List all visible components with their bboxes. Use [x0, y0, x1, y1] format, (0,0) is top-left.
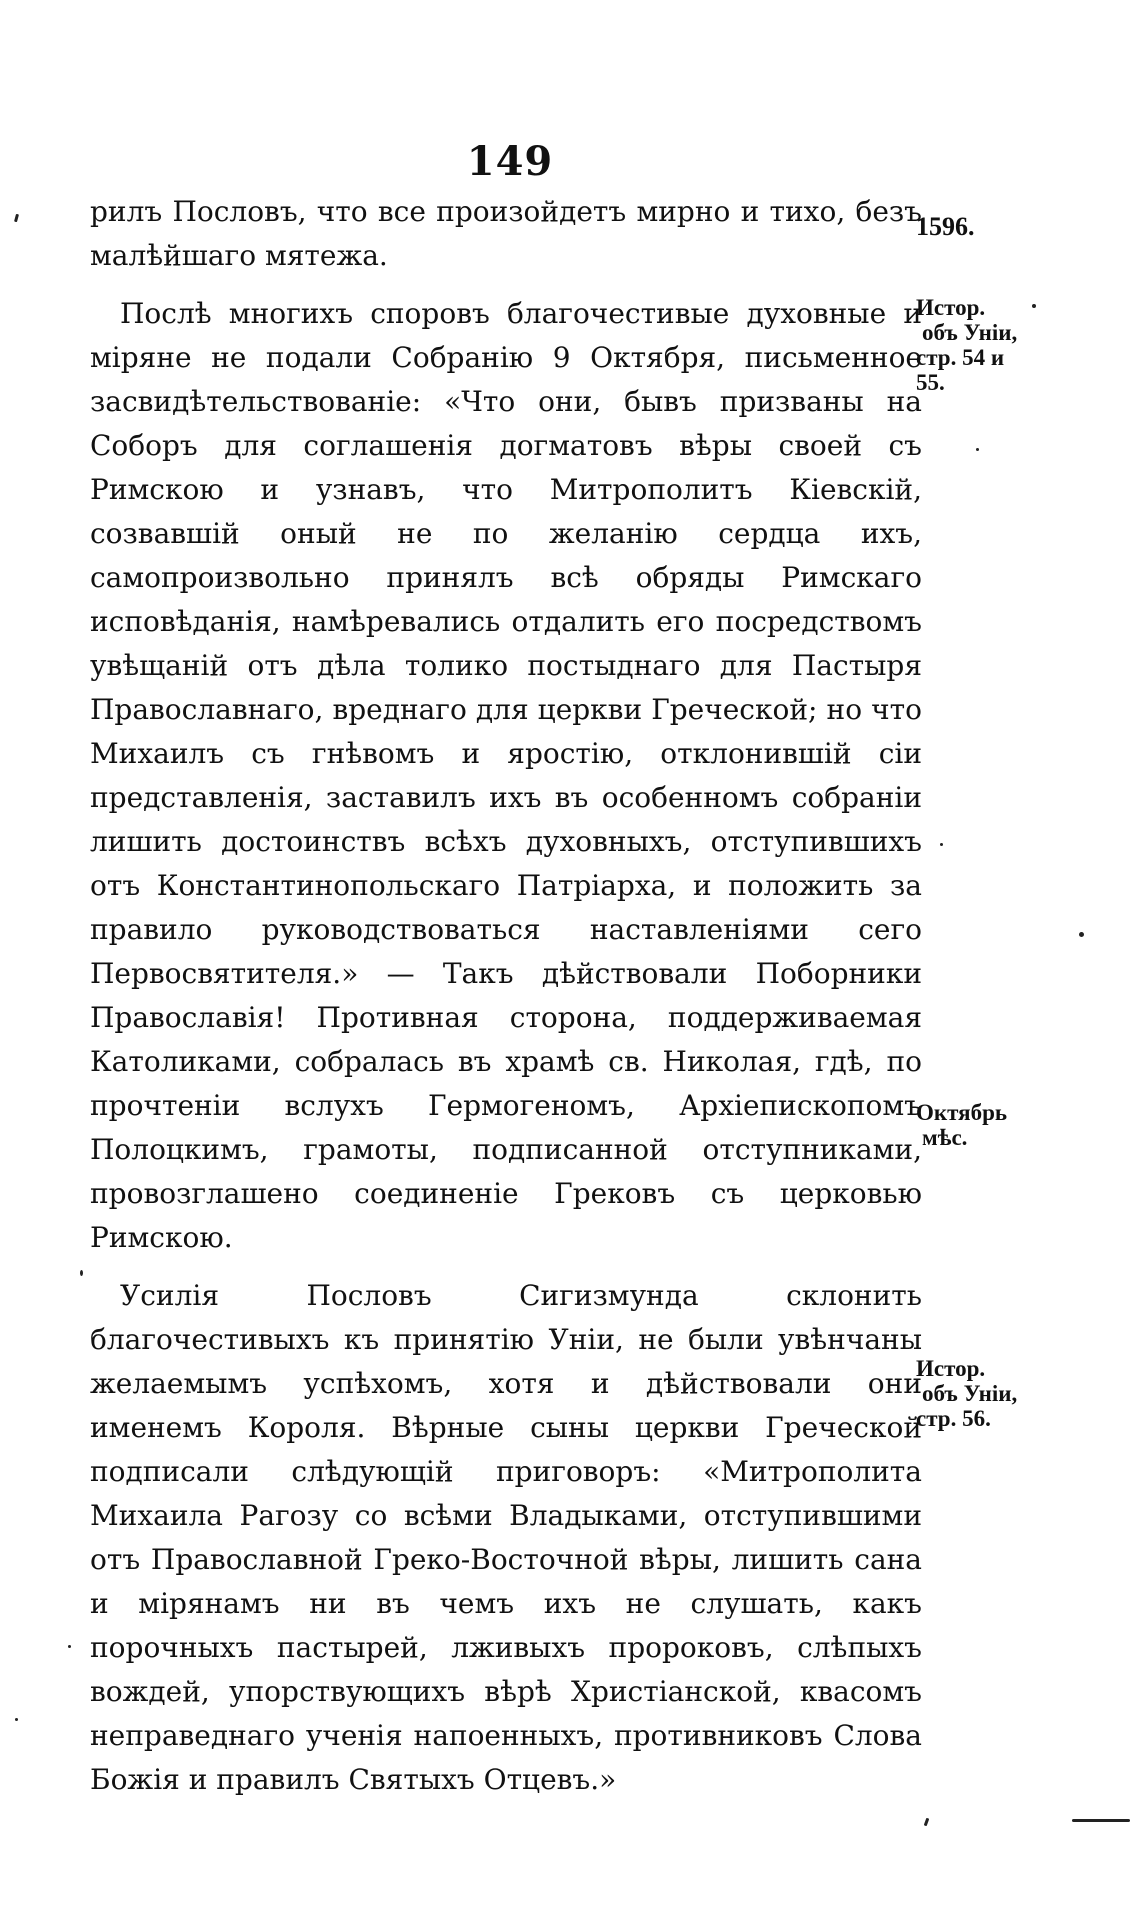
scan-mark: [1072, 1819, 1130, 1822]
margin-note-line: мѣс.: [922, 1125, 968, 1150]
margin-note-line: стр. 54 и: [916, 345, 1005, 370]
scan-speck: [15, 1718, 18, 1721]
margin-note-line: стр. 56.: [916, 1406, 991, 1431]
page-number: 149: [466, 138, 554, 185]
paragraph-3: Усилія Пословъ Сигизмунда склонить благочестивыхъ къ принятію Уніи, не были увѣнчаны желаемымъ успѣхомъ, хотя и дѣйствовали они именемъ Короля. Вѣрные сыны церкви Греческой подписали слѣдующій приговоръ: «Митрополита Михаила Рагозу со всѣми Владыками, отступившими отъ Православной Греко-Восточной вѣры, лишить сана и мірянамъ ни въ чемъ ихъ не слушать, какъ порочныхъ пастырей, лживыхъ пророковъ, слѣпыхъ вождей, упорствующихъ вѣрѣ Христіанской, квасомъ неправеднаго ученія напоенныхъ, противниковъ Слова Божія и правилъ Святыхъ Отцевъ.»: [90, 1279, 922, 1796]
main-text: [90, 190, 922, 1802]
margin-note-line: объ Уніи,: [922, 320, 1018, 345]
scan-speck: [976, 448, 979, 451]
margin-note-october: [916, 1100, 1007, 1150]
paragraph-1: рилъ Пословъ, что все произойдетъ мирно и тихо, безъ малѣйшаго мятежа.: [90, 195, 922, 272]
scan-speck: [14, 214, 19, 223]
scan-speck: [1079, 932, 1084, 937]
margin-note-year: 1596.: [916, 212, 975, 241]
scan-speck: [940, 843, 943, 846]
margin-note-line: Истор.: [916, 295, 986, 320]
scan-speck: [68, 1645, 71, 1648]
margin-note-history-2: [916, 1356, 1017, 1431]
paragraph-2: Послѣ многихъ споровъ благочестивые духовные и міряне не подали Собранію 9 Октября, письменное засвидѣтельствованіе: «Что они, бывъ призваны на Соборъ для соглашенія догматовъ вѣры своей съ Римскою и узнавъ, что Митрополитъ Кіевскій, созвавшій оный не по желанію сердца ихъ, самопроизвольно принялъ всѣ обряды Римскаго исповѣданія, намѣревались отдалить его посредствомъ увѣщаній отъ дѣла толико постыднаго для Пастыря Православнаго, вреднаго для церкви Греческой; но что Михаилъ съ гнѣвомъ и яростію, отклонившій сіи представленія, заставилъ ихъ въ особенномъ собраніи лишить достоинствъ всѣхъ духовныхъ, отступившихъ отъ Константинопольскаго Патріарха, и положить за правило руководствоваться наставленіями сего Первосвятителя.» — Такъ дѣйствовали Поборники Православія! Противная сторона, поддерживаемая Католиками, собралась въ храмѣ св. Николая, гдѣ, по прочтеніи вслухъ Гермогеномъ, Архіепископомъ Полоцкимъ, грамоты, подписанной отступниками, провозглашено соединеніе Грековъ съ церковью Римскою.: [90, 297, 922, 1254]
margin-note-history-1: [916, 295, 1017, 395]
margin-note-line: Октябрь: [916, 1100, 1008, 1125]
margin-note-line: Истор.: [916, 1356, 986, 1381]
margin-note-line: 55.: [916, 370, 945, 395]
margin-note-line: объ Уніи,: [922, 1381, 1018, 1406]
scan-speck: [80, 1270, 83, 1276]
scan-speck: [924, 1818, 930, 1827]
scan-speck: [1032, 304, 1036, 308]
